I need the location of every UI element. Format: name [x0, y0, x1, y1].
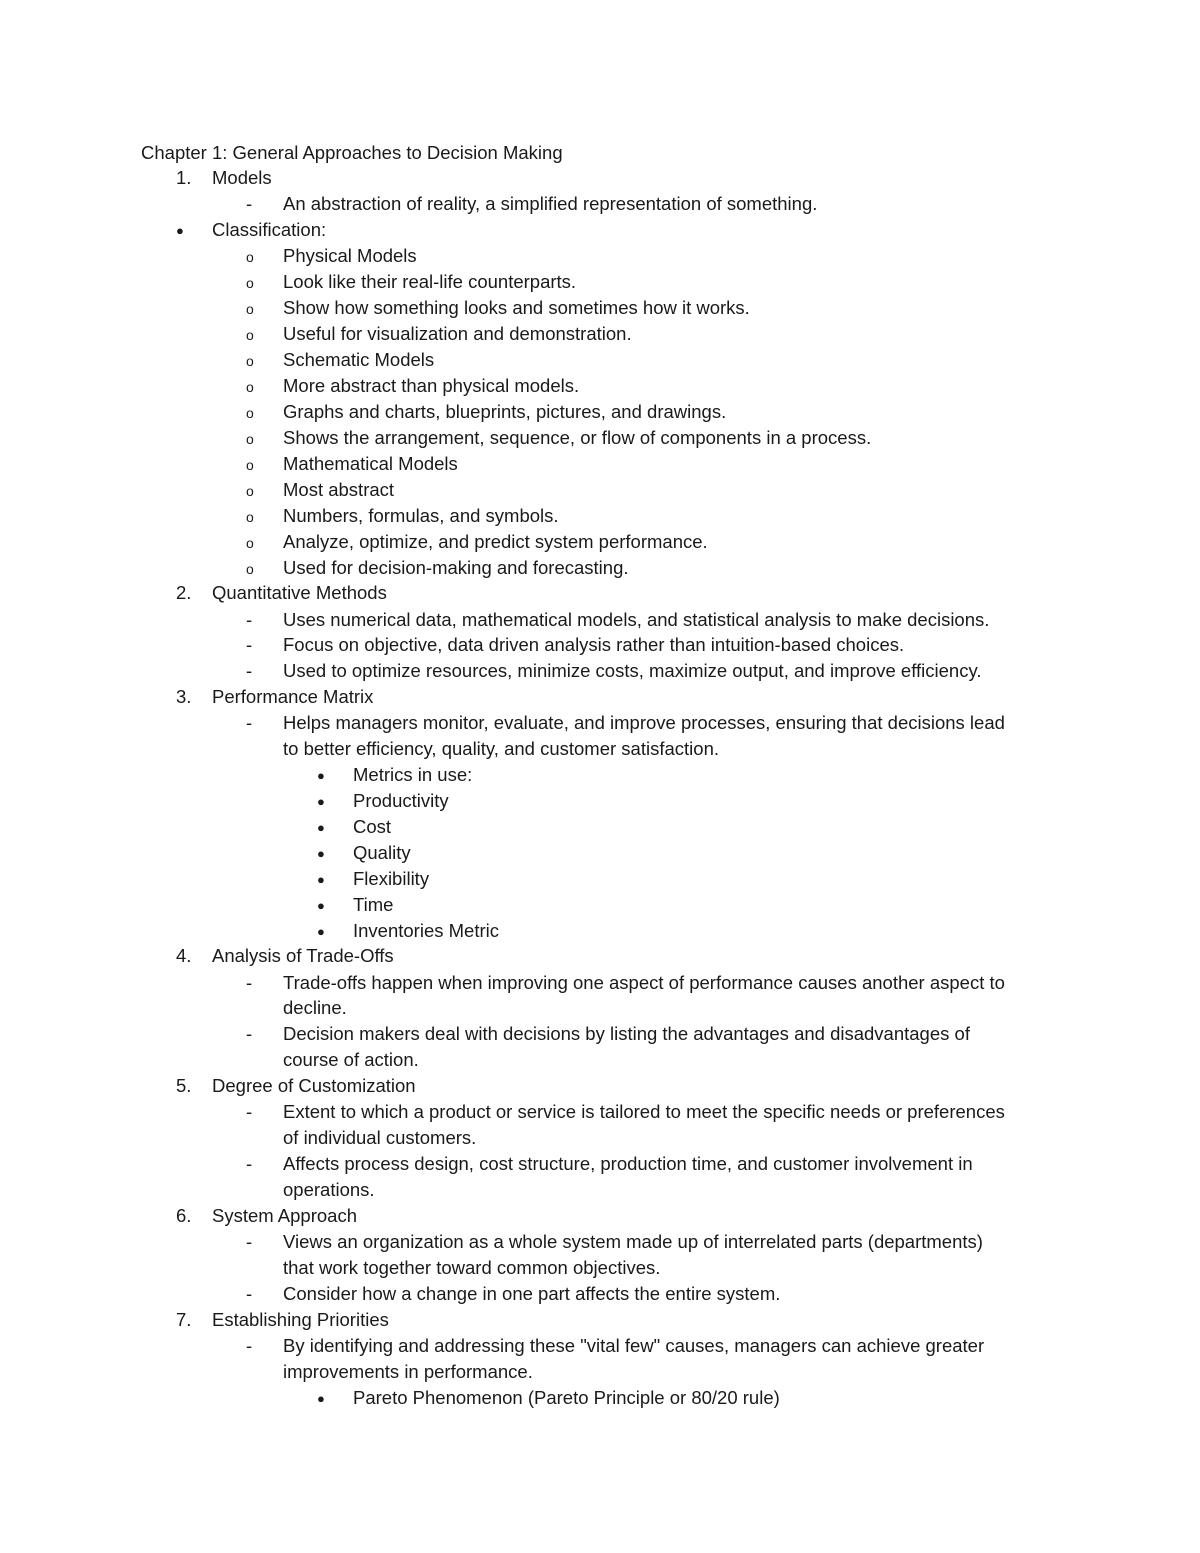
list-item-text: Classification: [212, 219, 327, 240]
list-number: 7. [176, 1309, 192, 1330]
document-title-text: Chapter 1: General Approaches to Decision Making [141, 142, 563, 163]
list-item-text: operations. [283, 1179, 375, 1200]
list-number: 3. [176, 686, 192, 707]
list-item-text: Focus on objective, data driven analysis rather than intuition-based choices. [283, 634, 905, 655]
list-item-text: Look like their real-life counterparts. [283, 271, 577, 292]
dash-bullet: - [246, 609, 253, 630]
list-item-text: Inventories Metric [353, 920, 499, 941]
list-item-text: Helps managers monitor, evaluate, and improve processes, ensuring that decisions lead [283, 712, 1005, 733]
list-item-text: Metrics in use: [353, 764, 473, 785]
list-item-text: Pareto Phenomenon (Pareto Principle or 80/20 rule) [353, 1387, 780, 1408]
dash-bullet: - [246, 1283, 253, 1304]
list-number: 4. [176, 945, 192, 966]
list-item-text: that work together toward common objectives. [283, 1257, 661, 1278]
list-number: 2. [176, 582, 192, 603]
dash-bullet: - [246, 1335, 253, 1356]
circle-bullet: o [246, 275, 254, 291]
list-item-text: Used to optimize resources, minimize costs, maximize output, and improve efficiency. [283, 660, 982, 681]
list-item-text: of individual customers. [283, 1127, 477, 1148]
dash-bullet: - [246, 1231, 253, 1252]
list-item-text: Quality [353, 842, 411, 863]
list-item-text: Trade-offs happen when improving one aspect of performance causes another aspect to [283, 972, 1005, 993]
list-number: 6. [176, 1205, 192, 1226]
dash-bullet: - [246, 1101, 253, 1122]
circle-bullet: o [246, 535, 254, 551]
list-item-text: Views an organization as a whole system made up of interrelated parts (departments) [283, 1231, 983, 1252]
bullet-dot: ● [317, 898, 325, 913]
dash-bullet: - [246, 660, 253, 681]
bullet-dot: ● [317, 1391, 325, 1406]
circle-bullet: o [246, 457, 254, 473]
list-item-text: Decision makers deal with decisions by listing the advantages and disadvantages of [283, 1023, 970, 1044]
bullet-dot: ● [317, 924, 325, 939]
circle-bullet: o [246, 301, 254, 317]
bullet-dot: ● [317, 794, 325, 809]
list-item-text: Useful for visualization and demonstration. [283, 323, 632, 344]
list-item-text: Mathematical Models [283, 453, 458, 474]
list-item-text: Time [353, 894, 394, 915]
list-item-text: More abstract than physical models. [283, 375, 580, 396]
list-item-text: Shows the arrangement, sequence, or flow of components in a process. [283, 427, 872, 448]
list-item-text: An abstraction of reality, a simplified representation of something. [283, 193, 818, 214]
list-item-text: Flexibility [353, 868, 430, 889]
list-item-text: improvements in performance. [283, 1361, 533, 1382]
list-item-text: Graphs and charts, blueprints, pictures, and drawings. [283, 401, 727, 422]
list-item-text: Used for decision-making and forecasting. [283, 557, 629, 578]
bullet-dot: ● [317, 846, 325, 861]
circle-bullet: o [246, 353, 254, 369]
bullet-dot: ● [317, 820, 325, 835]
list-item-text: Most abstract [283, 479, 395, 500]
circle-bullet: o [246, 509, 254, 525]
circle-bullet: o [246, 483, 254, 499]
list-number: 1. [176, 167, 192, 188]
list-item-text: Cost [353, 816, 392, 837]
list-item-text: Performance Matrix [212, 686, 374, 707]
list-item-text: Degree of Customization [212, 1075, 416, 1096]
list-item-text: Establishing Priorities [212, 1309, 389, 1330]
list-item-text: Numbers, formulas, and symbols. [283, 505, 559, 526]
circle-bullet: o [246, 249, 254, 265]
list-item-text: System Approach [212, 1205, 357, 1226]
dash-bullet: - [246, 1153, 253, 1174]
list-item-text: Physical Models [283, 245, 417, 266]
list-item-text: Schematic Models [283, 349, 435, 370]
circle-bullet: o [246, 379, 254, 395]
bullet-dot: ● [176, 223, 184, 238]
circle-bullet: o [246, 431, 254, 447]
circle-bullet: o [246, 561, 254, 577]
bullet-dot: ● [317, 872, 325, 887]
list-number: 5. [176, 1075, 192, 1096]
bullet-dot: ● [317, 768, 325, 783]
list-item-text: By identifying and addressing these "vital few" causes, managers can achieve greater [283, 1335, 985, 1356]
list-item-text: Affects process design, cost structure, production time, and customer involvement in [283, 1153, 973, 1174]
dash-bullet: - [246, 712, 253, 733]
circle-bullet: o [246, 327, 254, 343]
list-item-text: Analysis of Trade-Offs [212, 945, 394, 966]
list-item-text: Uses numerical data, mathematical models, and statistical analysis to make decisions. [283, 609, 990, 630]
dash-bullet: - [246, 1023, 253, 1044]
list-item-text: Extent to which a product or service is tailored to meet the specific needs or preferences [283, 1101, 1005, 1122]
list-item-text: Models [212, 167, 272, 188]
list-item-text: Consider how a change in one part affects the entire system. [283, 1283, 781, 1304]
dash-bullet: - [246, 634, 253, 655]
list-item-text: Productivity [353, 790, 449, 811]
list-item-text: course of action. [283, 1049, 419, 1070]
list-item-text: Analyze, optimize, and predict system performance. [283, 531, 708, 552]
list-item-text: decline. [283, 997, 347, 1018]
list-item-text: to better efficiency, quality, and customer satisfaction. [283, 738, 719, 759]
dash-bullet: - [246, 193, 253, 214]
dash-bullet: - [246, 972, 253, 993]
list-item-text: Show how something looks and sometimes how it works. [283, 297, 750, 318]
circle-bullet: o [246, 405, 254, 421]
list-item-text: Quantitative Methods [212, 582, 387, 603]
